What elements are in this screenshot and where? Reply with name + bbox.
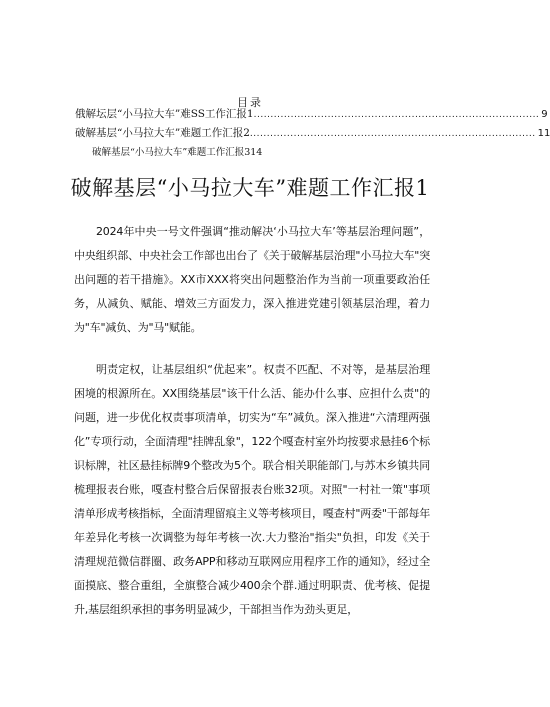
toc-sub-entry[interactable]: 破解基层“小马拉大车”难题工作汇报314 (92, 147, 263, 158)
document-body (74, 220, 430, 640)
toc-entry-text: 破解基层“小马拉大车”难题工作汇报2 (75, 127, 250, 139)
document-heading: 破解基层“小马拉大车”难题工作汇报1 (70, 176, 430, 200)
body-paragraph: 明责定权，让基层组织“优起来”。权责不匹配、不对等，是基层治理困境的根源所在。XX围绕基层"该干什么活、能办什么事、应担什么责"的问题，进一步优化权责事项清单，切实为“车”减负。深入推进“六清理两强化”专项行动，全面清理"挂牌乱象"，122个嘎查村室外均按要求悬挂6个标识标牌，社区悬挂标牌9个整改为5个。联合相关职能部门,与苏木乡镇共同梳理报表台账，嘎查村整合后保留报表台账32项。对照"一村社一策"事项清单形成考核指标，全面清理留痕主义等考核项目，嘎查村"两委"干部每年年差异化考核一次调整为每年考核一次.大力整治"指尖"负担，印发《关于清理规范微信群圈、政务APP和移动互联网应用程序工作的通知》，经过全面摸底、整合重组，全旗整合减少400余个群.通过明职责、优考核、促提升,基层组织承担的事务明显减少，干部担当作为劲头更足， (74, 363, 430, 616)
toc-leader-dots: ..................................................................................... (253, 110, 540, 120)
toc-entry-page: 11 (537, 128, 550, 139)
table-of-contents (75, 106, 550, 144)
toc-entry[interactable] (75, 106, 548, 125)
toc-entry[interactable] (75, 125, 550, 144)
toc-entry-page: 9 (541, 109, 548, 120)
toc-leader-dots: ..................................................................................... (249, 129, 536, 139)
toc-title: 目录 (237, 96, 263, 109)
body-paragraph: 2024年中央一号文件强调“推动解决‘小马拉大车’等基层治理问题”，中央组织部、中央社会工作部也出台了《关于破解基层治理"小马拉大车"突出问题的若干措施》。XX市XXX将突出问题整治作为当前一项重要政治任务，从减负、赋能、增效三方面发力，深入推进党建引领基层治理，着力为"车"减负、为"马"赋能。 (74, 225, 430, 334)
toc-entry-text: 俄解坛层“小马拉大车”难SS工作汇报1 (75, 108, 254, 120)
